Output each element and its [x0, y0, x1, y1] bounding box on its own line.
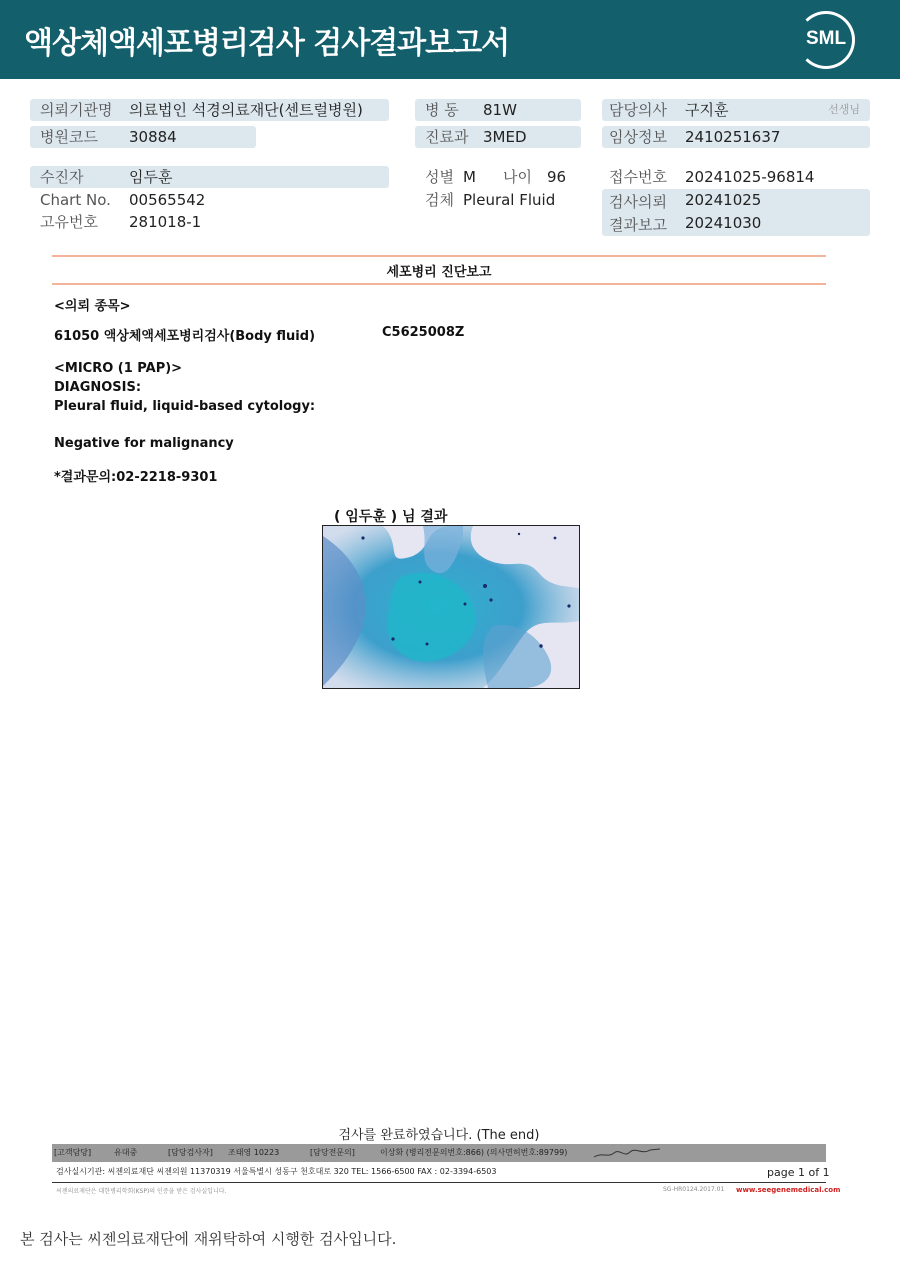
- hospital-code-field: [30, 126, 256, 148]
- specimen-value: Pleural Fluid: [463, 191, 556, 209]
- department-value: 3MED: [483, 128, 527, 146]
- specimen-label: 검체: [425, 191, 454, 209]
- clinical-info-label: 임상정보: [609, 128, 667, 146]
- form-code: SG-HR0124.2017.01: [663, 1186, 725, 1193]
- clinical-info-field: [602, 126, 870, 148]
- patient-label: 수진자: [40, 168, 84, 186]
- doctor-label: 담당의사: [609, 101, 667, 119]
- ward-value: 81W: [483, 101, 517, 119]
- cytology-image: [323, 526, 579, 688]
- patient-field: [30, 166, 389, 188]
- certification-note: 씨젠의료재단은 대한병리학회(KSP)의 인증을 받은 검사실입니다.: [56, 1188, 227, 1195]
- doctor-field: [602, 99, 870, 121]
- department-field: [415, 126, 581, 148]
- sex-label: 성별: [425, 168, 454, 186]
- ward-field: [415, 99, 581, 121]
- analyst-name: 조태영 10223: [228, 1148, 280, 1157]
- referral-note: 본 검사는 씨젠의료재단에 재위탁하여 시행한 검사입니다.: [20, 1230, 397, 1248]
- institution-value: 의료법인 석경의료재단(센트럴병원): [129, 101, 363, 119]
- order-line: 61050 액상체액세포병리검사(Body fluid): [54, 329, 316, 344]
- dates-box: [602, 189, 870, 236]
- institution-line: 검사실시기관: 씨젠의료재단 씨젠의원 11370319 서울특별시 성동구 천호대로 320 TEL: 1566-6500 FAX : 02-3394-6503: [56, 1167, 497, 1176]
- specialist-name: 이상화 (병리전문의번호:866) (의사면허번호:89799): [380, 1148, 568, 1157]
- chart-no-label: Chart No.: [40, 191, 111, 209]
- receipt-no-label: 접수번호: [609, 168, 667, 186]
- tester-label: [고객담당]: [54, 1148, 92, 1157]
- age-value: 96: [547, 168, 567, 186]
- institution-label: 의뢰기관명: [40, 101, 113, 119]
- report-section-title: 세포병리 진단보고: [386, 265, 492, 280]
- receipt-no-field: [602, 166, 870, 188]
- report-date-value: 20241030: [685, 214, 762, 232]
- order-header: <의뢰 종목>: [54, 299, 131, 314]
- analyst-label: [담당검사자]: [168, 1148, 213, 1157]
- report-header: [0, 0, 900, 79]
- doctor-suffix: 선생님: [828, 103, 860, 116]
- end-message: 검사를 완료하였습니다. (The end): [338, 1128, 540, 1143]
- chart-no-field: [30, 189, 389, 211]
- chart-no-value: 00565542: [129, 191, 206, 209]
- report-section-header: [52, 255, 826, 285]
- cytology-micrograph: [322, 525, 580, 689]
- request-date-value: 20241025: [685, 191, 762, 209]
- report-title: 액상체액세포병리검사 검사결과보고서: [24, 26, 510, 61]
- unique-no-label: 고유번호: [40, 213, 98, 231]
- patient-value: 임두훈: [129, 168, 173, 186]
- unique-no-field: [30, 211, 389, 233]
- logo-text: SML: [805, 28, 847, 49]
- contact-line: *결과문의:02-2218-9301: [54, 470, 218, 485]
- report-date-label: 결과보고: [609, 216, 667, 234]
- footer-staff-bar: [52, 1144, 826, 1162]
- clinical-info-value: 2410251637: [685, 128, 781, 146]
- specimen-field: [415, 189, 581, 211]
- sml-logo: [797, 11, 855, 69]
- ward-label: 병 동: [425, 101, 459, 119]
- hospital-code-value: 30884: [129, 128, 177, 146]
- request-date-label: 검사의뢰: [609, 193, 667, 211]
- tester-name: 유대중: [114, 1148, 138, 1157]
- doctor-value: 구지훈: [685, 101, 729, 119]
- page-indicator: page 1 of 1: [767, 1166, 830, 1179]
- institution-field: [30, 99, 389, 121]
- signature: [592, 1146, 662, 1160]
- diagnosis-label: DIAGNOSIS:: [54, 380, 142, 395]
- receipt-no-value: 20241025-96814: [685, 168, 815, 186]
- specialist-label: [담당전문의]: [310, 1148, 355, 1157]
- micro-header: <MICRO (1 PAP)>: [54, 361, 183, 376]
- sex-value: M: [463, 168, 476, 186]
- age-label: 나이: [503, 168, 532, 186]
- unique-no-value: 281018-1: [129, 213, 202, 231]
- sex-age-field: [415, 166, 581, 188]
- diagnosis-result: Negative for malignancy: [54, 436, 234, 451]
- hospital-code-label: 병원코드: [40, 128, 98, 146]
- diagnosis-specimen: Pleural fluid, liquid-based cytology:: [54, 399, 316, 414]
- department-label: 진료과: [425, 128, 469, 146]
- footer-divider: [52, 1182, 826, 1183]
- image-caption: ( 임두훈 ) 님 결과: [334, 509, 448, 525]
- order-code: C5625008Z: [382, 325, 465, 340]
- website-url: www.seegenemedical.com: [736, 1186, 841, 1194]
